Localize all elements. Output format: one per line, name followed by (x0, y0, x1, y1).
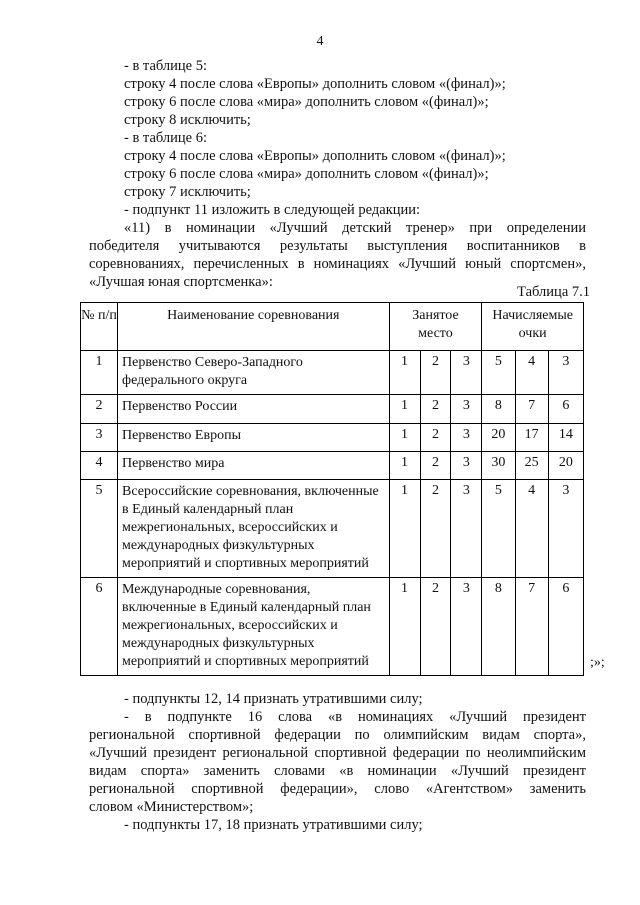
place-cell: 3 (451, 395, 482, 424)
place-cell: 3 (451, 578, 482, 676)
points-cell: 20 (482, 424, 515, 452)
table-row (81, 424, 584, 452)
amendment-line: - подпункты 12, 14 признать утратившими силу; (124, 691, 423, 707)
amendment-16-line: «Лучший президент региональной спортивной федерации по неолимпийским (89, 745, 586, 761)
row-num: 2 (81, 395, 118, 424)
amendment-line: строку 6 после слова «мира» дополнить словом «(финал)»; (124, 166, 489, 182)
table-row (81, 480, 584, 578)
amendment-16-line: - в подпункте 16 слова «в номинациях «Лучший президент (124, 709, 586, 725)
row-name: Международные соревнования, включенные в Единый календарный план межрегиональных, всероссийских и международных физкультурных мероприятий и спортивных мероприятий (118, 578, 390, 676)
paragraph-11-line: победителя учитываются результаты выступления воспитанников в (89, 238, 586, 254)
table-row (81, 351, 584, 395)
points-cell: 7 (515, 578, 548, 676)
points-cell: 8 (482, 395, 515, 424)
place-cell: 3 (451, 424, 482, 452)
place-cell: 2 (420, 351, 451, 395)
points-cell: 25 (515, 452, 548, 480)
place-cell: 1 (389, 452, 420, 480)
place-cell: 3 (451, 351, 482, 395)
amendment-line: строку 8 исключить; (124, 112, 251, 128)
amendment-16-line: видам спорта» заменить словами «в номинации «Лучший президент (89, 763, 586, 779)
table-row (81, 395, 584, 424)
place-cell: 2 (420, 452, 451, 480)
points-cell: 6 (548, 395, 583, 424)
row-name: Первенство Европы (118, 424, 390, 452)
amendment-line: - подпункты 17, 18 признать утратившими силу; (124, 817, 423, 833)
place-cell: 1 (389, 351, 420, 395)
points-cell: 3 (548, 480, 583, 578)
amendment-line: - в таблице 5: (124, 58, 207, 74)
amendment-line: строку 6 после слова «мира» дополнить словом «(финал)»; (124, 94, 489, 110)
place-cell: 2 (420, 395, 451, 424)
header-name: Наименование соревнования (118, 303, 390, 351)
table-caption: Таблица 7.1 (517, 284, 590, 300)
amendment-line: строку 7 исключить; (124, 184, 251, 200)
row-num: 5 (81, 480, 118, 578)
paragraph-11-line: «Лучшая юная спортсменка»: (89, 274, 273, 290)
place-cell: 1 (389, 578, 420, 676)
place-cell: 2 (420, 424, 451, 452)
points-cell: 4 (515, 351, 548, 395)
header-place: Занятое место (389, 303, 482, 351)
points-cell: 20 (548, 452, 583, 480)
place-cell: 1 (389, 395, 420, 424)
header-points: Начисляемые очки (482, 303, 584, 351)
row-name: Первенство мира (118, 452, 390, 480)
place-cell: 1 (389, 480, 420, 578)
points-cell: 30 (482, 452, 515, 480)
points-cell: 4 (515, 480, 548, 578)
amendment-line: строку 4 после слова «Европы» дополнить словом «(финал)»; (124, 148, 506, 164)
points-cell: 6 (548, 578, 583, 676)
table-row (81, 578, 584, 676)
row-name: Первенство Северо-Западного федерального округа (118, 351, 390, 395)
table-row (81, 452, 584, 480)
paragraph-11-line: соревнованиях, перечисленных в номинациях «Лучший юный спортсмен», (89, 256, 586, 272)
points-cell: 14 (548, 424, 583, 452)
row-name: Первенство России (118, 395, 390, 424)
header-num: № п/п (81, 303, 118, 351)
place-cell: 3 (451, 480, 482, 578)
points-cell: 5 (482, 480, 515, 578)
points-cell: 17 (515, 424, 548, 452)
place-cell: 3 (451, 452, 482, 480)
competition-table (80, 302, 584, 676)
row-num: 3 (81, 424, 118, 452)
points-cell: 8 (482, 578, 515, 676)
amendment-16-line: региональной спортивной федерации», слово «Агентством» заменить (89, 781, 586, 797)
page-number: 4 (316, 34, 324, 49)
points-cell: 3 (548, 351, 583, 395)
amendment-line: строку 4 после слова «Европы» дополнить словом «(финал)»; (124, 76, 506, 92)
amendment-16-line: региональной спортивной федерации по олимпийским видам спорта», (89, 727, 586, 743)
amendment-line: - подпункт 11 изложить в следующей редакции: (124, 202, 421, 218)
place-cell: 1 (389, 424, 420, 452)
place-cell: 2 (420, 578, 451, 676)
row-name: Всероссийские соревнования, включенные в Единый календарный план межрегиональных, всероссийских и международных физкультурных мероприятий и спортивных мероприятий (118, 480, 390, 578)
row-num: 1 (81, 351, 118, 395)
amendment-16-line: словом «Министерством»; (89, 799, 254, 815)
points-cell: 5 (482, 351, 515, 395)
row-num: 4 (81, 452, 118, 480)
amendment-line: - в таблице 6: (124, 130, 207, 146)
place-cell: 2 (420, 480, 451, 578)
table-closing-mark: ;»; (590, 655, 605, 670)
row-num: 6 (81, 578, 118, 676)
paragraph-11-line: «11) в номинации «Лучший детский тренер» при определении (124, 220, 586, 236)
points-cell: 7 (515, 395, 548, 424)
